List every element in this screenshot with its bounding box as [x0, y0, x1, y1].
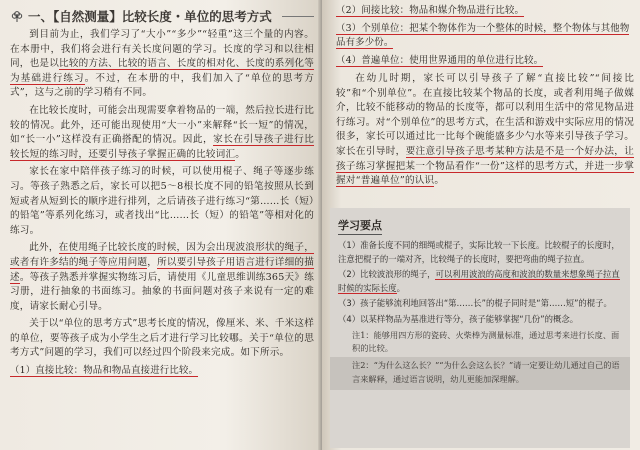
paragraph-span: 。不过，在本册的中，我们加入了“单位的思考方式”，这与之前的学习稍有不同。	[10, 72, 314, 99]
paragraph-span: 到目前为止，我们学习了“大小”“多少”“轻重”这三个量的内容。在本册中，我们将会进行有关长度问题的学习。长度的学习和以往相同，也是以	[10, 29, 314, 70]
right-paragraph	[336, 72, 634, 189]
paragraph	[10, 165, 314, 238]
right-list	[336, 4, 634, 68]
paragraph-span: 在使用绳子比较长度的时候，因为会出现波浪形状的绳子，或者有许多结的绳子等应用问题	[10, 242, 314, 268]
paragraph-span: 比较的方法、比较的语言、长度的相对化、长度的系列化等为基础进行练习	[10, 58, 315, 84]
paragraph-span: 。	[235, 148, 246, 160]
list-item-1: （1）直接比较：物品和物品直接进行比较。	[10, 365, 199, 377]
study-title: 学习要点	[338, 217, 382, 235]
list-item	[336, 22, 634, 50]
study-item: （1）准备长度不同的细绳或棍子，实际比较一下长度。比较棍子的长度时，注意把棍子的一端对齐，比较绳子的长度时，要把弯曲的绳子拉直。	[338, 240, 620, 264]
paragraph-span: ，	[147, 256, 158, 268]
study-item	[338, 268, 624, 295]
list-item	[336, 54, 634, 68]
study-items	[338, 239, 624, 327]
list-item	[336, 4, 634, 18]
paragraph-span: 。等孩子熟悉并掌握实物练习后，请使用《儿童思维训练365天》练习册，进行抽象的书面练习。抽象的书面问题对孩子来说有一定的难度，请家长耐心引导。	[10, 271, 315, 312]
study-item-span: 可以利用波浪的高度和波浪的数量来想象绳子拉直时候的实际长度	[338, 269, 620, 293]
right-page	[322, 0, 640, 450]
paragraph-span: 家长在引导孩子进行比较长短的练习时，还要引导孩子掌握正确的比较词汇	[10, 134, 315, 160]
list-item-text: （3）个别单位：把某个物体作为一个整体的时候，整个物体与其他物品有多少份。	[336, 23, 630, 48]
study-note-1: 注1：能够用四方形的瓷砖、火柴棒为测量标准，通过思考来进行长度、面积的比较。	[352, 329, 620, 353]
paragraph	[10, 317, 314, 361]
study-points-box	[330, 208, 630, 448]
left-body	[10, 28, 314, 361]
flower-icon	[10, 9, 24, 23]
list-item-text: （4）普遍单位：使用世界通用的单位进行比较。	[336, 55, 544, 66]
paragraph	[10, 104, 314, 162]
section-title-row	[10, 6, 314, 26]
section-title: 一、【自然测量】比较长度・单位的思考方式	[28, 9, 272, 24]
study-note-band	[330, 357, 630, 390]
right-paragraph-span: 。	[434, 175, 445, 187]
study-item-span: 。	[396, 282, 405, 293]
paragraph	[10, 241, 314, 314]
paragraph-span: 家长在家中陪伴孩子练习的时候，可以使用棍子、绳子等逐步练习。等孩子熟悉之后，家长可以把5～8根长度不同的铅笔按照从长到短或者从短到长的顺序进行排列，之后请孩子进行练习“第……长（短）的铅笔”等系列化练习，或者找出“比……长（短）的铅笔”等相对化的练习。	[10, 166, 314, 236]
study-item: （3）孩子能够流利地回答出“第……长”的棍子同时是“第……短”的棍子。	[338, 298, 612, 309]
right-paragraph-span: 要注意引导孩子思考某种方法是不是一个好办法，让孩子练习掌握把某一个物品看作“一份”这样的思考方式，并进一步掌握对“普遍单位”的认识	[336, 145, 634, 187]
paragraph-span: 在比较长度时，可能会出现需要拿着物品的一端，然后拉长进行比较的情况。此外，还可能出现使用“大一小”来解释“长一短”的情况，如“长一小”这样没有正确搭配的情况。因此，	[10, 104, 314, 146]
paragraph	[10, 28, 314, 101]
paragraph-span: 所以要引导孩子用语言进行详细的描述	[10, 256, 314, 283]
study-note-2: 注2：“为什么这么长？”“为什么会这么长？”请一定要让幼儿通过自己的语言来解释，通过语言说明，幼儿更能加深理解。	[352, 360, 620, 384]
list-item-text: （2）间接比较：物品和媒介物品进行比较。	[336, 5, 525, 16]
study-item-span: （2）比较波浪形的绳子，	[338, 269, 436, 280]
paragraph-span: 此外，	[29, 242, 59, 254]
right-paragraph-span: 在幼儿时期，家长可以引导孩子了解“直接比较”“间接比较”和“个别单位”。在直接比较某个物品的长度，或者利用绳子做媒介，比较不能移动的物品的长度等，都可以利用生活中的常见物品进行练习。对“个别单位”的思考方式，在生活和游戏中实际应用的情况很多，家长可以通过比一比每个碗能盛多少勺水等来引导孩子学习。家长在引导时，	[336, 73, 634, 157]
study-item: （4）以某样物品为基准进行等分，孩子能够掌握“几份”的概念。	[338, 313, 579, 324]
paragraph-span: 关于以“单位的思考方式”思考长度的情况，像厘米、米、千米这样的单位，要等孩子成为小学生之后才进行学习比较哪。关于“单位的思考方式”问题的学习，我们可以经过四个阶段来完成。如下所示。	[10, 318, 314, 359]
title-divider	[282, 16, 314, 17]
